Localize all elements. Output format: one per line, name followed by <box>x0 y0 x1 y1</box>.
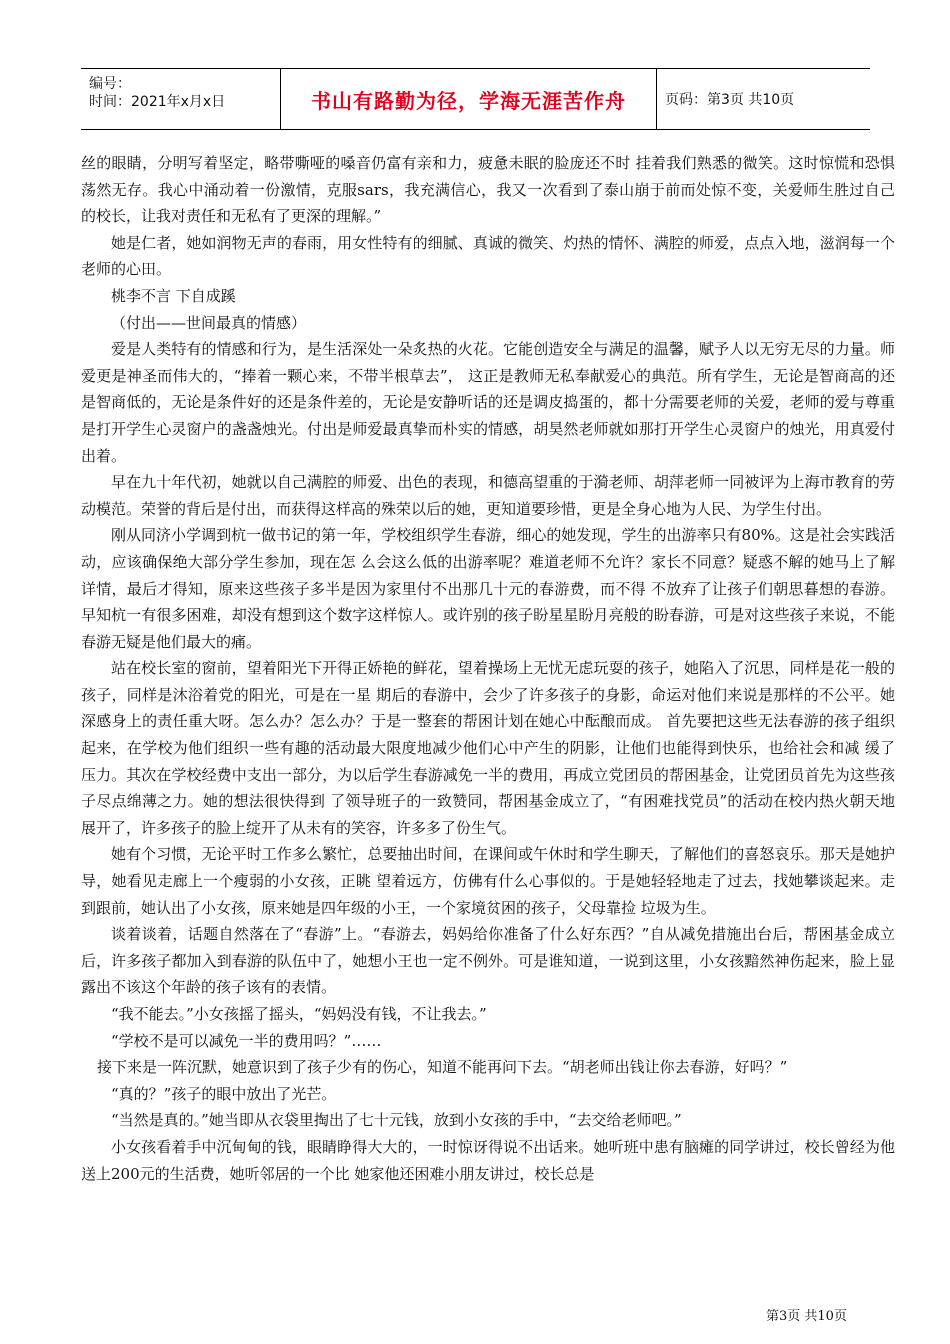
section-subheading: （付出——世间最真的情感） <box>111 313 307 332</box>
dialogue-line: “我不能去。”小女孩摇了摇头，“妈妈没有钱，不让我去。” <box>111 1005 487 1023</box>
motto-text: 书山有路勤为径，学海无涯苦作舟 <box>311 88 626 113</box>
section-heading: 桃李不言 下自成蹊 <box>111 286 236 305</box>
paragraph: 谈着谈着，话题自然落在了“春游”上。“春游去，妈妈给你准备了什么好东西？”自从减免措施出台后，帮困基金成立后，许多孩子都加入到春游的队伍中了，她想小王也一定不例外。可是谁知道，一说到这里，小女孩黯然神伤起来，脸上显露出不该这个年龄的孩子该有的表情。 <box>81 925 895 997</box>
paragraph: 刚从同济小学调到杭一做书记的第一年，学校组织学生春游，细心的她发现，学生的出游率只有80%。这是社会实践活动，应该确保绝大部分学生参加，现在怎 么会这么低的出游率呢？难道老师不允许？家长不同意？疑惑不解的她马上了解详情，最后才得知，原来这些孩子多半是因为家里付不出那几十元的春游费，而不得 不放弃了让孩子们朝思暮想的春游。早知杭一有很多困难，却没有想到这个数字这样惊人。或许别的孩子盼星星盼月亮般的盼春游，可是对这些孩子来说，不能春游无疑是他们最大的痛。 <box>81 526 895 651</box>
dialogue-line: “真的？”孩子的眼中放出了光芒。 <box>111 1084 337 1103</box>
dialogue-line: “学校不是可以减免一半的费用吗？”…… <box>111 1031 382 1050</box>
paragraph: 早在九十年代初，她就以自己满腔的师爱、出色的表现，和德高望重的于漪老师、胡萍老师一同被评为上海市教育的劳动模范。荣誉的背后是付出，而获得这样高的殊荣以后的她，更知道要珍惜，更是全身心地为人民、为学生付出。 <box>81 473 895 518</box>
document-body <box>81 150 895 1187</box>
page-header <box>81 68 870 130</box>
dialogue-line: “当然是真的。”她当即从衣袋里掏出了七十元钱，放到小女孩的手中，“去交给老师吧。” <box>111 1111 682 1130</box>
paragraph: 她是仁者，她如润物无声的春雨，用女性特有的细腻、真诚的微笑、灼热的情怀、满腔的师爱，点点入地，滋润每一个老师的心田。 <box>81 233 895 279</box>
header-motto-cell <box>280 69 657 129</box>
number-label: 编号： <box>89 76 131 92</box>
paragraph: 小女孩看着手中沉甸甸的钱，眼睛睁得大大的，一时惊讶得说不出话来。她听班中患有脑瘫的同学讲过，校长曾经为他送上200元的生活费，她听邻居的一个比 她家他还困难小朋友讲过，校长总是 <box>81 1137 895 1183</box>
paragraph: 接下来是一阵沉默，她意识到了孩子少有的伤心，知道不能再问下去。“胡老师出钱让你去春游，好吗？” <box>97 1058 788 1077</box>
page-footer: 第3页 共10页 <box>766 1309 847 1324</box>
paragraph: 站在校长室的窗前，望着阳光下开得正娇艳的鲜花，望着操场上无忧无虑玩耍的孩子，她陷入了沉思，同样是花一般的孩子，同样是沐浴着党的阳光，可是在一星 期后的春游中，会少了许多孩子的身影，命运对他们来说是那样的不公平。她深感身上的责任重大呀。怎么办？怎么办？于是一整套的帮困计划在她心中酝酿而成。 首先要把这些无法春游的孩子组织起来，在学校为他们组织一些有趣的活动最大限度地减少他们心中产生的阴影，让他们也能得到快乐，也给社会和减 缓了压力。其次在学校经费中支出一部分，为以后学生春游减免一半的费用，再成立党团员的帮困基金，让党团员首先为这些孩子尽点绵薄之力。她的想法很快得到 了领导班子的一致赞同，帮困基金成立了，“有困难找党员”的活动在校内热火朝天地展开了，许多孩子的脸上绽开了从未有的笑容，许多多了份生气。 <box>81 659 895 837</box>
time-label: 时间：2021年x月x日 <box>89 94 226 110</box>
page-label: 页码：第3页 共10页 <box>665 92 795 108</box>
header-page-cell <box>657 69 878 129</box>
paragraph: 爱是人类特有的情感和行为，是生活深处一朵炙热的火花。它能创造安全与满足的温馨，赋予人以无穷无尽的力量。师爱更是神圣而伟大的，“捧着一颗心来，不带半根草去”， 这正是教师无私奉献爱心的典范。所有学生，无论是智商高的还是智商低的，无论是条件好的还是条件差的，无论是安静听话的还是调皮捣蛋的，都十分需要老师的关爱，老师的爱与尊重是打开学生心灵窗户的盏盏烛光。付出是师爱最真挚而朴实的情感，胡昊然老师就如那打开学生心灵窗户的烛光，用真爱付出着。 <box>81 340 895 465</box>
header-info-cell <box>81 69 280 129</box>
paragraph: 丝的眼睛，分明写着坚定，略带嘶哑的嗓音仍富有亲和力，疲惫未眠的脸庞还不时 挂着我们熟悉的微笑。这时惊慌和恐惧荡然无存。我心中涌动着一份激情，克服sars，我充满信心，我又一次看到了泰山崩于前而处惊不变，关爱师生胜过自己 的校长，让我对责任和无私有了更深的理解。” <box>81 154 895 226</box>
paragraph: 她有个习惯，无论平时工作多么繁忙，总要抽出时间，在课间或午休时和学生聊天，了解他们的喜怒哀乐。那天是她护导，她看见走廊上一个瘦弱的小女孩，正眺 望着远方，仿佛有什么心事似的。于是她轻轻地走了过去，找她攀谈起来。走到跟前，她认出了小女孩，原来她是四年级的小王，一个家境贫困的孩子，父母靠捡 垃圾为生。 <box>81 845 895 917</box>
